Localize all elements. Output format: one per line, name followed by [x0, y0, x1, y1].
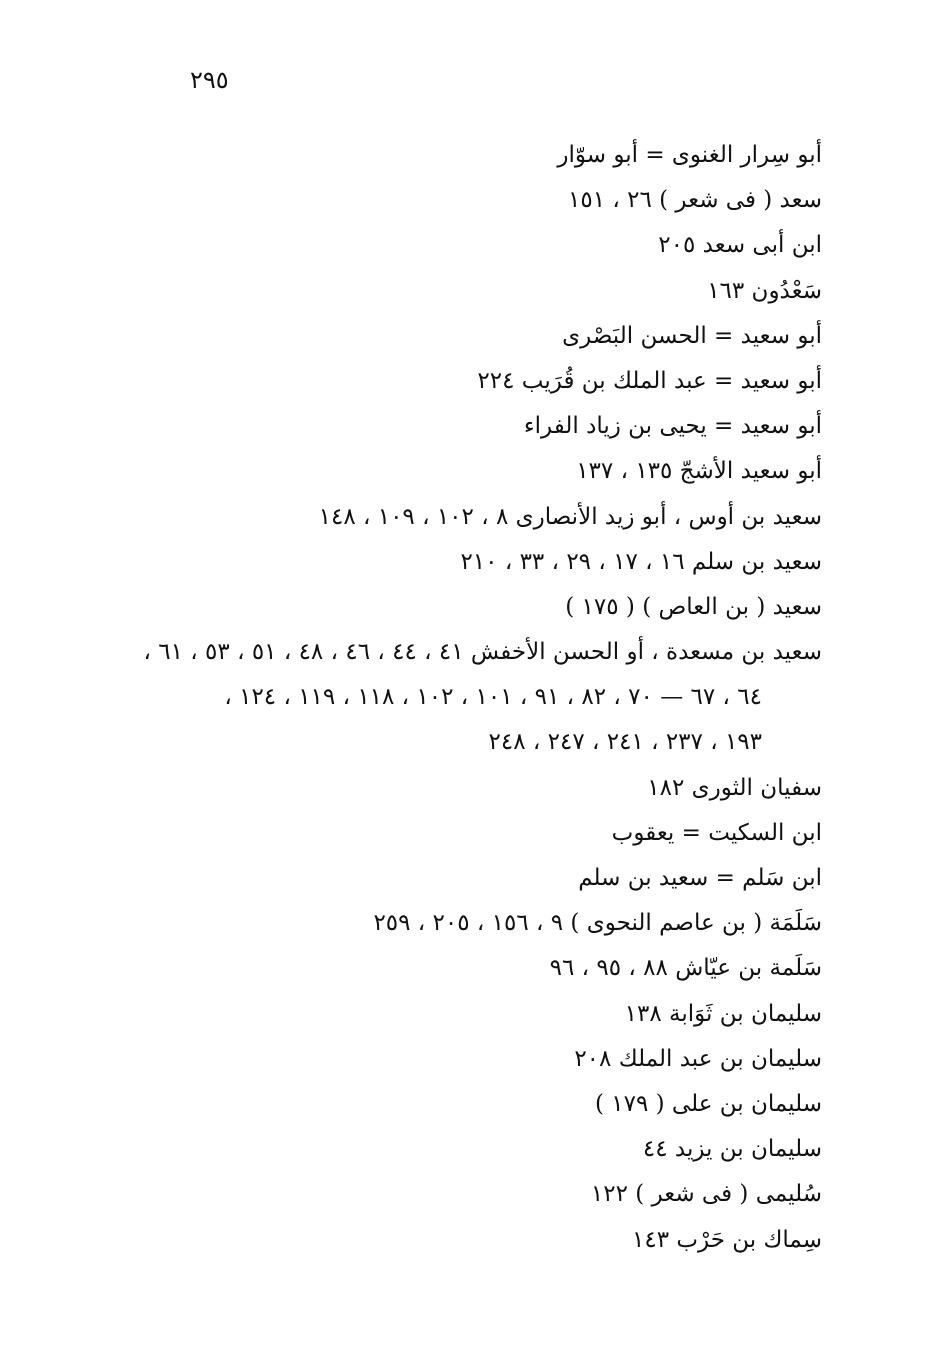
index-entry: سليمان بن على ( ١٧٩ ) [594, 1090, 822, 1117]
index-entry: سَعْدُون ١٦٣ [707, 277, 822, 304]
index-entry: أبو سعيد الأشجّ ١٣٥ ، ١٣٧ [576, 458, 822, 485]
index-entry: سعيد بن مسعدة ، أو الحسن الأخفش ٤١ ، ٤٤ ، ٤٦ ، ٤٨ ، ٥١ ، ٥٣ ، ٦١ ، [143, 639, 822, 666]
index-entry: سفيان الثورى ١٨٢ [647, 774, 822, 801]
index-entry: سُليمى ( فى شعر ) ١٢٢ [590, 1181, 822, 1208]
index-entry: أبو سِرار الغنوى = أبو سوّار [557, 142, 822, 168]
index-entry: سليمان بن ثَوَابة ١٣٨ [624, 1000, 822, 1027]
index-entry: سليمان بن يزيد ٤٤ [642, 1136, 822, 1163]
index-entry: أبو سعيد = عبد الملك بن قُرَيب ٢٢٤ [477, 367, 822, 394]
index-entry: سعيد بن أوس ، أبو زيد الأنصارى ٨ ، ١٠٢ ، ١٠٩ ، ١٤٨ [318, 503, 822, 530]
index-entry: سعيد ( بن العاص ) ( ١٧٥ ) [565, 593, 822, 620]
index-entries [122, 133, 822, 1263]
page-number: ٢٩٥ [190, 66, 229, 94]
index-entry: أبو سعيد = يحيى بن زياد الفراء [523, 413, 822, 440]
index-entry: سعد ( فى شعر ) ٢٦ ، ١٥١ [568, 187, 822, 214]
index-entry-continuation: ١٩٣ ، ٢٣٧ ، ٢٤١ ، ٢٤٧ ، ٢٤٨ [488, 729, 762, 756]
index-entry: سَلَمة بن عيّاش ٨٨ ، ٩٥ ، ٩٦ [549, 955, 822, 982]
index-entry: سِماك بن حَرْب ١٤٣ [632, 1226, 822, 1253]
index-entry: سَلَمَة ( بن عاصم النحوى ) ٩ ، ١٥٦ ، ٢٠٥ ، ٢٥٩ [373, 910, 822, 937]
index-entry: سعيد بن سلم ١٦ ، ١٧ ، ٢٩ ، ٣٣ ، ٢١٠ [460, 548, 822, 575]
index-entry: سليمان بن عبد الملك ٢٠٨ [574, 1045, 822, 1072]
index-entry: أبو سعيد = الحسن البَصْرى [562, 322, 822, 349]
index-entry: ابن سَلم = سعيد بن سلم [578, 865, 822, 891]
index-entry: ابن السكيت = يعقوب [611, 819, 822, 846]
index-entry: ابن أبى سعد ٢٠٥ [658, 232, 822, 259]
index-entry-continuation: ٦٤ ، ٦٧ — ٧٠ ، ٨٢ ، ٩١ ، ١٠١ ، ١٠٢ ، ١١٨ ، ١١٩ ، ١٢٤ ، [224, 684, 762, 711]
